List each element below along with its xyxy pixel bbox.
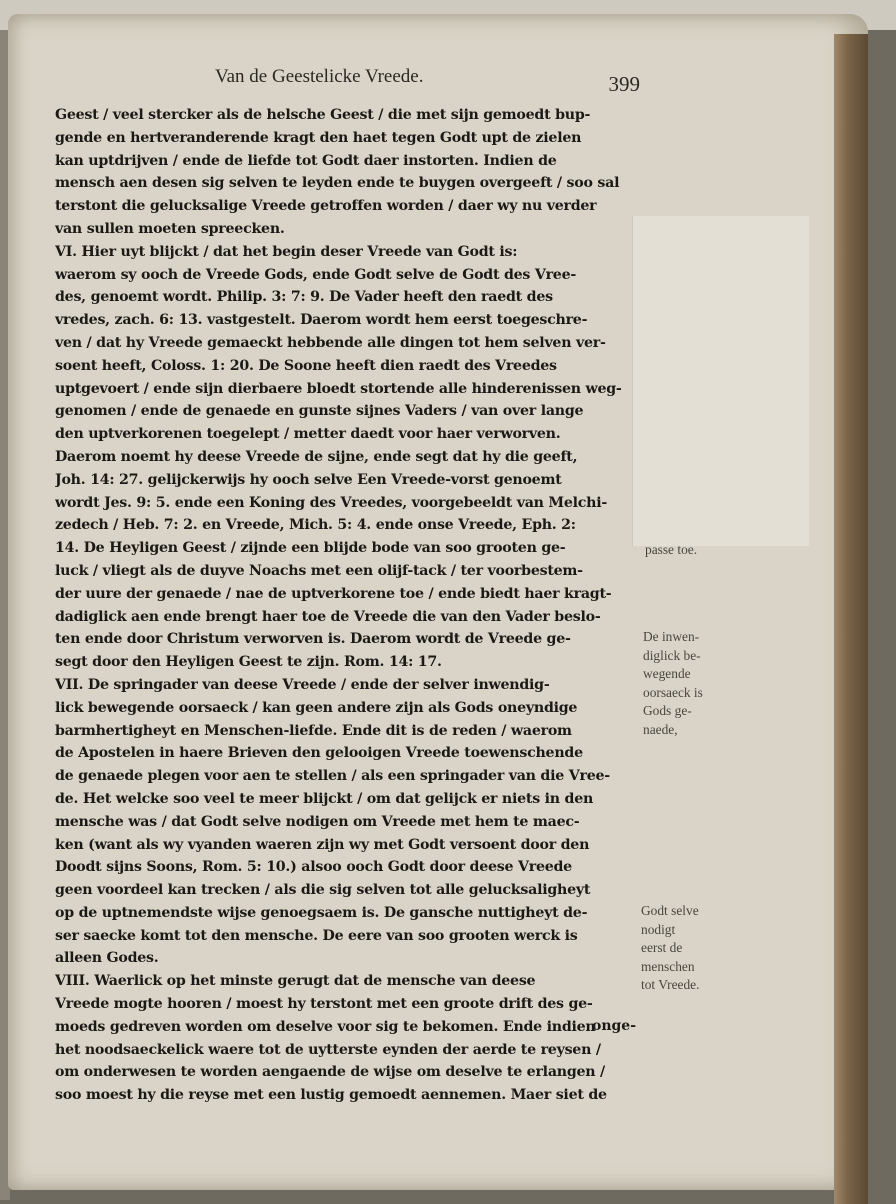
text-line: Vreede mogte hooren / moest hy terstont met een groote drift des ge-	[55, 996, 593, 1013]
text-line: soent heeft, Coloss. 1: 20. De Soone heeft dien raedt des Vreedes	[55, 357, 557, 374]
text-line: van sullen moeten spreecken.	[55, 220, 285, 237]
paper-repair-patch	[632, 216, 809, 546]
text-line: barmhertigheyt en Menschen-liefde. Ende dit is de reden / waerom	[55, 722, 572, 739]
text-line: genomen / ende de genaede en gunste sijnes Vaders / van over lange	[55, 403, 584, 420]
text-line: ten ende door Christum verworven is. Daerom wordt de Vreede ge-	[55, 631, 571, 648]
page-number: 399	[608, 72, 640, 96]
text-line: Geest / veel stercker als de helsche Geest / die met sijn gemoedt bup-	[55, 107, 591, 123]
text-line: luck / vliegt als de duyve Noachs met een olijf-tack / ter voorbestem-	[55, 562, 583, 579]
text-line: dadiglick aen ende brengt haer toe de Vreede die van den Vader beslo-	[55, 608, 601, 625]
marginal-note-line: naede,	[643, 721, 678, 737]
text-line: moeds gedreven worden om deselve voor sig te bekomen. Ende indien	[55, 1018, 596, 1035]
text-line: mensch aen desen sig selven te leyden ende te buygen overgeeft / soo sal	[55, 175, 620, 192]
text-line: terstont die gelucksalige Vreede getroffen worden / daer wy nu verder	[55, 198, 597, 215]
text-line: 14. De Heyligen Geest / zijnde een blijde bode van soo grooten ge-	[55, 540, 566, 557]
marginal-note-line: passe toe.	[645, 542, 698, 557]
text-line: waerom sy ooch de Vreede Gods, ende Godt selve de Godt des Vree-	[55, 266, 576, 283]
text-line: alleen Godes.	[55, 950, 159, 967]
text-line: de Apostelen in haere Brieven den gelooigen Vreede toewenschende	[55, 745, 583, 762]
text-line: Daerom noemt hy deese Vreede de sijne, ende segt dat hy die geeft,	[55, 448, 578, 465]
text-line: mensche was / dat Godt selve nodigen om Vreede met hem te maec-	[55, 813, 580, 830]
text-line: Doodt sijns Soons, Rom. 5: 10.) alsoo ooch Godt door deese Vreede	[55, 859, 572, 876]
body-text	[55, 104, 641, 1107]
text-line: om onderwesen te worden aengaende de wijse om deselve te erlangen /	[55, 1064, 605, 1081]
marginal-note-line: Godt selve	[641, 903, 699, 918]
marginal-note-line: De inwen-	[643, 629, 700, 644]
text-line: ven / dat hy Vreede gemaeckt hebbende alle dingen tot hem selven ver-	[55, 334, 606, 351]
running-title: Van de Geestelicke Vreede.	[215, 66, 424, 87]
text-line: de. Het welcke soo veel te meer blijckt / om dat gelijck er niets in den	[55, 790, 594, 807]
marginal-note-line: oorsaeck is	[643, 684, 703, 700]
marginal-note-1	[645, 541, 697, 560]
text-line: het noodsaeckelick waere tot de uytterste eynden der aerde te reysen /	[55, 1041, 601, 1058]
text-line: geen voordeel kan trecken / als die sig selven tot alle gelucksaligheyt	[55, 882, 591, 899]
text-line: vredes, zach. 6: 13. vastgestelt. Daerom wordt hem eerst toegeschre-	[55, 312, 588, 329]
text-line: den uptverkorenen toegelept / metter daedt voor haer verworven.	[55, 426, 561, 443]
text-line: zedech / Heb. 7: 2. en Vreede, Mich. 5: 4. ende onse Vreede, Eph. 2:	[55, 517, 576, 534]
marginal-note-line: menschen	[641, 958, 695, 974]
marginal-note-2	[643, 628, 703, 739]
catchword: onge-	[592, 1018, 637, 1034]
marginal-note-line: nodigt	[641, 921, 676, 937]
text-line: ken (want als wy vyanden waeren zijn wy met Godt versoent door den	[55, 836, 590, 853]
marginal-note-line: diglick be-	[643, 647, 701, 663]
text-line: de genaede plegen voor aen te stellen / als een springader van die Vree-	[55, 768, 610, 785]
marginal-note-3	[641, 902, 699, 995]
text-line: soo moest hy die reyse met een lustig gemoedt aennemen. Maer siet de	[55, 1087, 607, 1104]
text-line: uptgevoert / ende sijn dierbaere bloedt stortende alle hinderenissen weg-	[55, 380, 622, 397]
text-line: op de uptnemendste wijse genoegsaem is. De gansche nuttigheyt de-	[55, 904, 588, 921]
marginal-note-line: eerst de	[641, 940, 683, 955]
text-line: des, genoemt wordt. Philip. 3: 7: 9. De Vader heeft den raedt des	[55, 289, 553, 306]
text-line: ser saecke komt tot den mensche. De eere van soo grooten werck is	[55, 927, 578, 944]
text-line: lick bewegende oorsaeck / kan geen andere zijn als Gods oneyndige	[55, 699, 578, 716]
text-line: Joh. 14: 27. gelijckerwijs hy ooch selve Een Vreede-vorst genoemt	[55, 471, 562, 488]
marginal-note-line: wegende	[643, 666, 691, 681]
text-line: segt door den Heyligen Geest te zijn. Rom. 14: 17.	[55, 654, 442, 671]
text-line: VI. Hier uyt blijckt / dat het begin deser Vreede van Godt is:	[55, 243, 518, 260]
text-line: wordt Jes. 9: 5. ende een Koning des Vreedes, voorgebeeldt van Melchi-	[55, 494, 607, 511]
marginal-note-line: tot Vreede.	[641, 977, 700, 992]
text-line: der uure der genaede / nae de uptverkorene toe / ende biedt haer kragt-	[55, 585, 612, 602]
page-header	[60, 66, 640, 96]
text-line: gende en hertveranderende kragt den haet tegen Godt upt de zielen	[55, 129, 582, 146]
text-line: VII. De springader van deese Vreede / ende der selver inwendig-	[55, 676, 550, 693]
text-line: VIII. Waerlick op het minste gerugt dat de mensche van deese	[55, 973, 536, 990]
page-edges	[834, 34, 868, 1204]
text-line: kan uptdrijven / ende de liefde tot Godt daer instorten. Indien de	[55, 152, 557, 169]
marginal-note-line: Gods ge-	[643, 703, 692, 718]
